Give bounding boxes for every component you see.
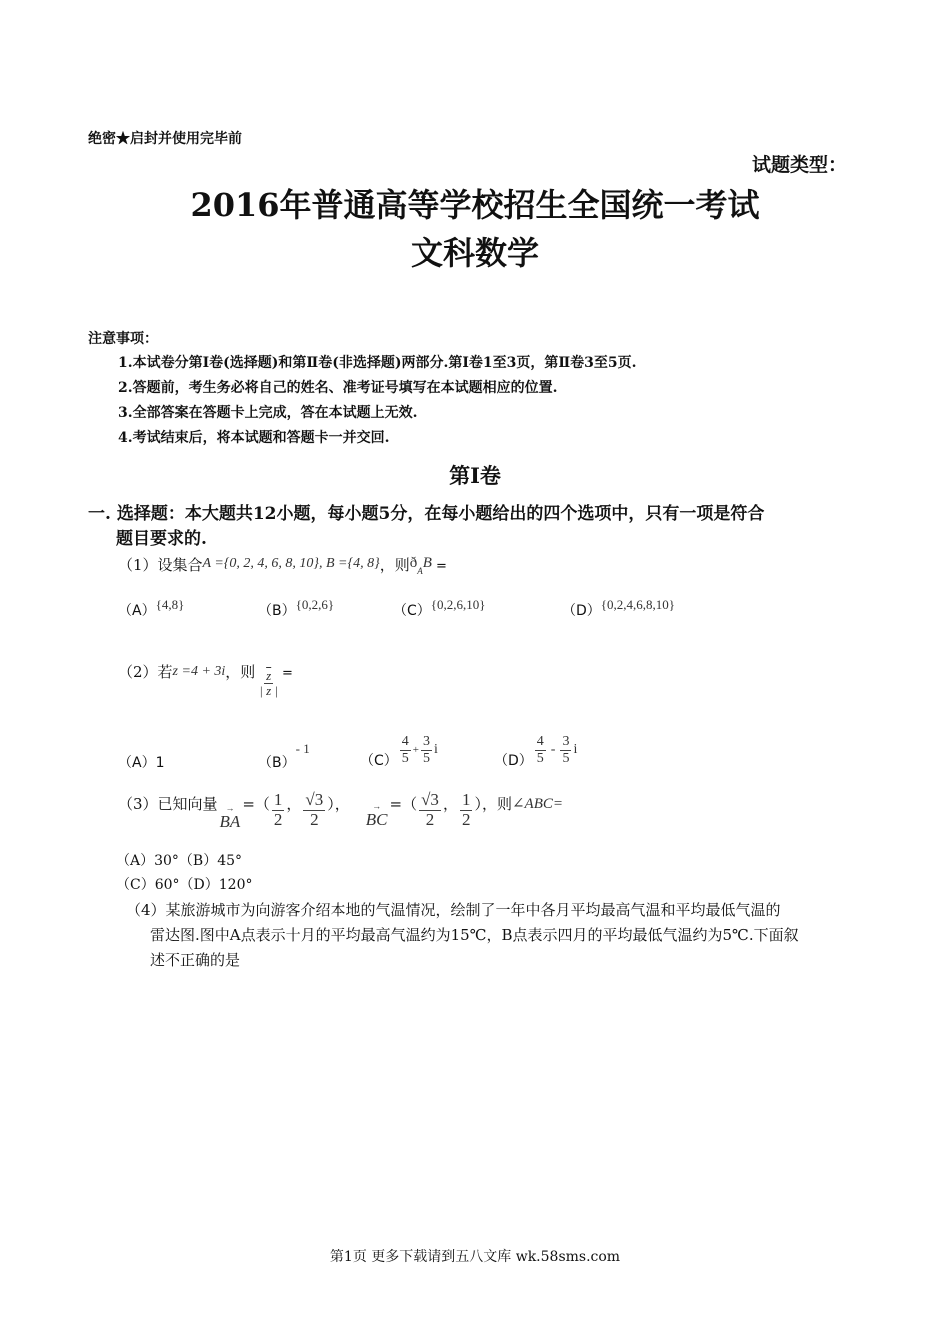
exam-title: 2016年普通高等学校招生全国统一考试 [190, 186, 760, 224]
exam-type-label: 试题类型： [752, 154, 848, 176]
subject-title: 文科数学 [410, 234, 539, 272]
q2-option-c-tail: i [434, 742, 438, 758]
notice-item-3: 3.全部答案在答题卡上完成，答在本试题上无效. [118, 405, 418, 421]
q3-v2b-num: 1 [461, 789, 471, 809]
q1-mid: ，则 [379, 556, 410, 574]
q2-mid: ，则 [225, 662, 256, 681]
q2-math: z =4 + 3i [172, 663, 226, 679]
q1-option-c-label: （C） [393, 603, 431, 619]
q3-options-line-2: （C）60°（D）120° [116, 877, 253, 893]
question-1 [118, 554, 447, 576]
q2-option-d-d2: 5 [562, 750, 570, 766]
q2-option-b-label: （B） [258, 755, 296, 771]
q3-v1b-den: 2 [310, 809, 319, 829]
q1-option-d-value: {0,2,4,6,8,10} [600, 597, 676, 612]
q3-vec-bc-label: BC [365, 810, 388, 829]
q3-vec-bc: → BC [365, 801, 388, 829]
q3-v2b-den: 2 [461, 809, 471, 829]
q1-option-b-label: （B） [258, 603, 296, 619]
q3-v1b [303, 791, 325, 829]
section-instruction-1: 一. 选择题：本大题共12小题，每小题5分，在每小题给出的四个选项中，只有一项是符合 [88, 504, 765, 524]
q2-den: | z | [259, 683, 279, 699]
q3-close2: ），则 [474, 794, 512, 813]
q2-option-b [258, 741, 310, 772]
q2-eq: = [282, 665, 293, 681]
q1-option-a [118, 597, 185, 620]
q2-option-d [494, 722, 577, 772]
notice-item-1: 1.本试卷分第Ⅰ卷(选择题)和第Ⅱ卷(非选择题)两部分.第Ⅰ卷1至3页，第Ⅱ卷3至5页. [118, 355, 637, 371]
page-footer: 第1页 更多下载请到五八文库 wk.58sms.com [329, 1249, 621, 1265]
q2-fraction [257, 669, 280, 699]
q1-eq: = [431, 559, 447, 574]
q3-v2a [419, 791, 441, 829]
q3-v1a-den: 2 [273, 809, 283, 829]
q2-option-d-n2: 3 [562, 734, 570, 750]
q3-options-line-1: （A）30°（B）45° [116, 853, 243, 869]
q2-option-d-d1: 5 [536, 750, 544, 766]
q3-v1b-num: √3 [305, 789, 324, 809]
q1-var: B [422, 555, 432, 571]
q2-option-d-tail: i [573, 742, 578, 758]
q2-option-c-d2: 5 [423, 750, 430, 766]
q1-option-b [258, 597, 335, 620]
q3-v1a [272, 791, 285, 829]
q1-complement-symbol: ð [409, 555, 418, 571]
q1-option-a-label: （A） [118, 603, 156, 619]
q3-vec-ba: → BA [219, 803, 241, 831]
q1-option-c-value: {0,2,6,10} [430, 597, 486, 612]
q2-option-c-label: （C） [360, 753, 398, 769]
q1-prefix: （1）设集合 [118, 556, 203, 574]
q2-option-d-op: - [550, 742, 556, 758]
section-title: 第Ⅰ卷 [449, 463, 501, 488]
q1-complement-sub: A [417, 566, 423, 576]
secret-mark: 绝密★启封并使用完毕前 [88, 131, 242, 147]
q1-option-d [562, 597, 676, 620]
notice-item-2: 2.答题前，考生务必将自己的姓名、准考证号填写在本试题相应的位置. [118, 380, 558, 396]
q3-sep1: ， [286, 794, 302, 813]
q2-option-a [118, 752, 165, 772]
q3-v2a-num: √3 [421, 789, 439, 809]
q2-num: $\overline{z}$ [266, 668, 272, 683]
q1-option-c [393, 597, 486, 620]
q2-option-a-label: （A） [118, 755, 156, 771]
q2-prefix: （2）若 [118, 662, 173, 681]
q2-option-c-n1: 4 [401, 734, 409, 750]
q3-angle: ∠ABC= [511, 795, 563, 812]
q3-eq1: =（ [242, 794, 270, 813]
q4-line-1: （4）某旅游城市为向游客介绍本地的气温情况，绘制了一年中各月平均最高气温和平均最低气温的 [126, 901, 781, 919]
q3-vec-ba-label: BA [219, 812, 241, 831]
q1-set-math: A ={0, 2, 4, 6, 8, 10}, B ={4, 8} [202, 556, 380, 571]
q2-option-d-frac2 [560, 734, 571, 766]
notice-item-4: 4.考试结束后，将本试题和答题卡一并交回. [118, 430, 390, 446]
q3-v1a-num: 1 [273, 789, 283, 809]
question-3 [118, 782, 563, 838]
q2-option-d-frac1 [535, 734, 546, 766]
q2-option-c-frac2 [421, 734, 432, 766]
question-2 [118, 658, 293, 699]
q2-option-c-n2: 3 [423, 734, 430, 750]
q4-line-2: 雷达图.图中A点表示十月的平均最高气温约为15℃，B点表示四月的平均最低气温约为5℃.下面叙 [150, 926, 799, 944]
q2-option-c-frac1 [400, 734, 411, 766]
notice-heading: 注意事项： [88, 331, 158, 347]
q2-option-c-d1: 5 [401, 750, 409, 766]
q2-option-c-op: + [412, 744, 419, 757]
section-instruction-2: 题目要求的. [116, 529, 207, 549]
q2-option-c [360, 722, 438, 772]
q3-v2a-den: 2 [425, 809, 435, 829]
q3-v2b [460, 791, 473, 829]
q2-option-d-label: （D） [494, 753, 533, 769]
q1-option-a-value: {4,8} [155, 597, 185, 612]
q2-option-d-n1: 4 [536, 734, 544, 750]
q3-sep2: ， [442, 794, 458, 813]
q3-prefix: （3）已知向量 [118, 794, 218, 813]
q2-option-b-value: - 1 [295, 741, 310, 756]
q3-eq2: =（ [389, 794, 418, 813]
q1-option-d-label: （D） [562, 603, 601, 619]
q3-close1: ）， [327, 794, 350, 813]
q2-option-a-value: 1 [155, 755, 165, 771]
q1-option-b-value: {0,2,6} [295, 597, 335, 612]
q4-line-3: 述不正确的是 [150, 951, 241, 969]
